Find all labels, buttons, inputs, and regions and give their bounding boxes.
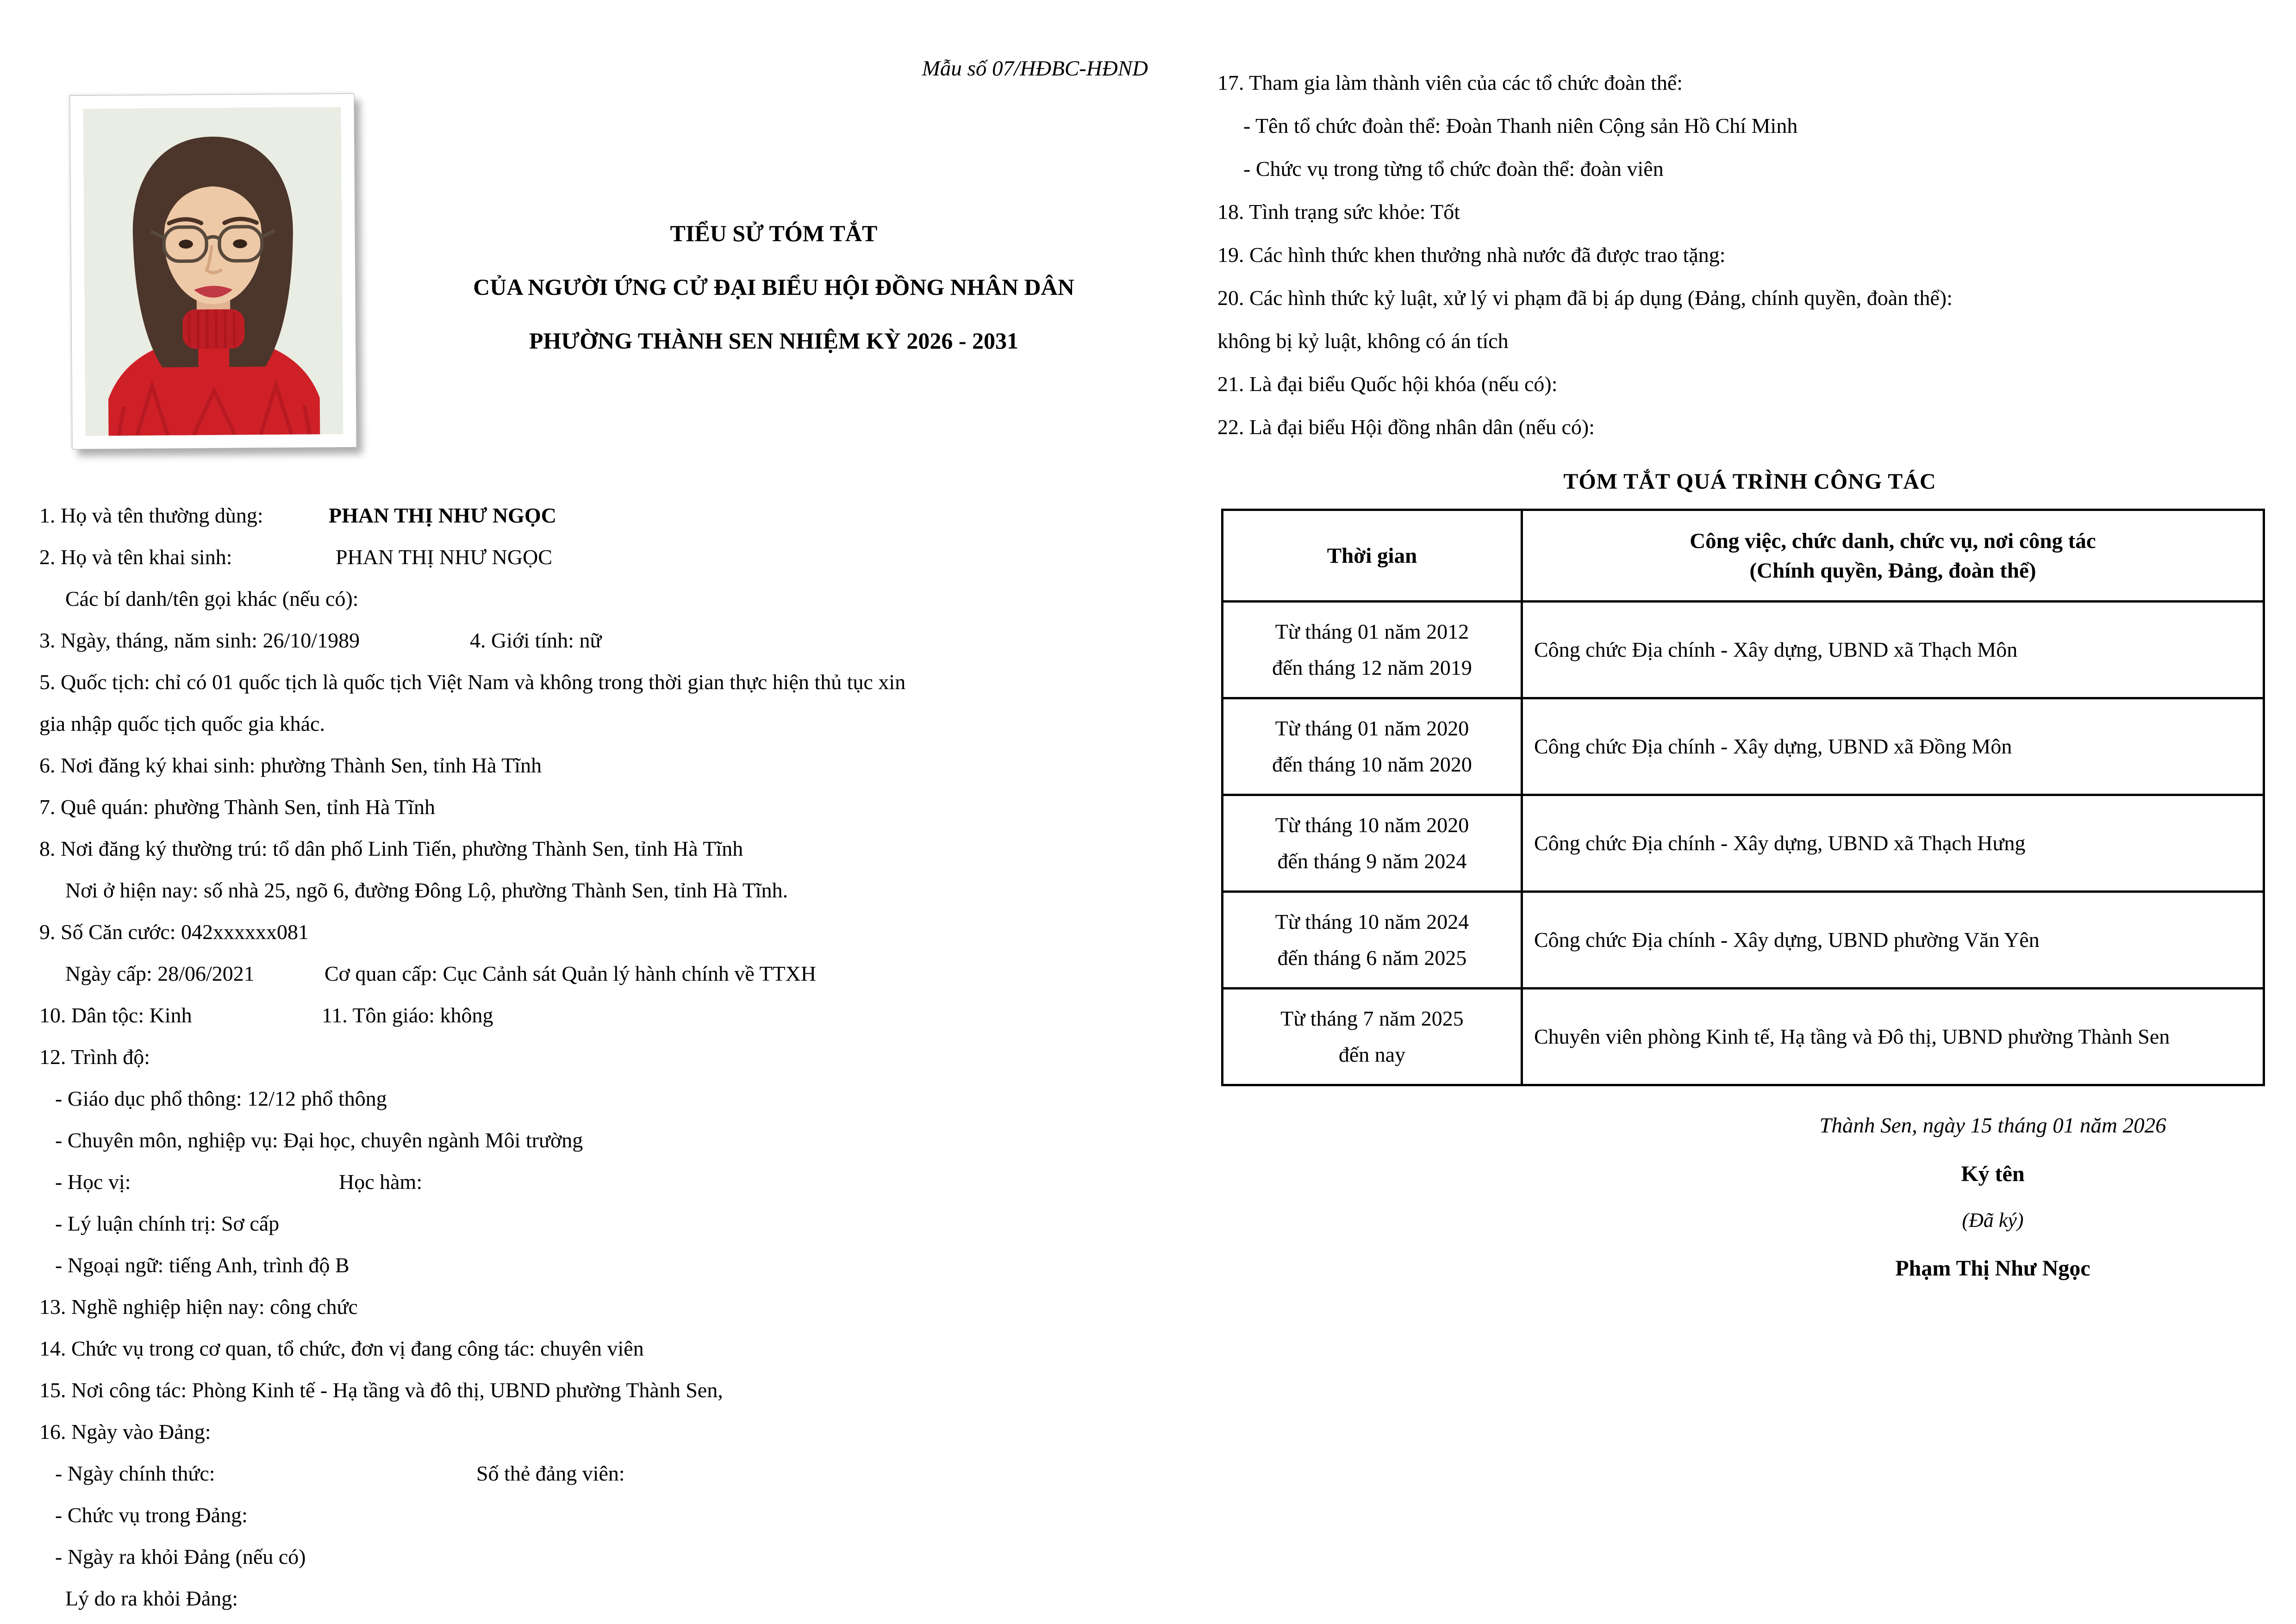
title-line-2: CỦA NGƯỜI ỨNG CỬ ĐẠI BIỂU HỘI ĐỒNG NHÂN DÂN (473, 274, 1074, 300)
period-cell (1223, 602, 1522, 698)
text-segment: Cơ quan cấp: Cục Cảnh sát Quản lý hành chính về TTXH (324, 962, 817, 985)
title-line-3: PHƯỜNG THÀNH SEN NHIỆM KỲ 2026 - 2031 (529, 328, 1018, 354)
work-history-row-4 (1223, 892, 2264, 989)
item-right-line-7 (1217, 319, 2282, 362)
col-header-position-line1: Công việc, chức danh, chức vụ, nơi công tác (1690, 529, 2096, 553)
item-left-line-6 (39, 703, 1206, 745)
position-cell: Công chức Địa chính - Xây dựng, UBND phường Văn Yên (1522, 892, 2264, 989)
title-line-1: TIỂU SỬ TÓM TẮT (670, 220, 878, 246)
work-history-header-row (1223, 510, 2264, 602)
item-left-line-12 (39, 953, 1206, 995)
item-right-line-2 (1217, 104, 2282, 147)
signature-signed-note: (Đã ký) (1962, 1209, 2024, 1232)
text-segment: 5. Quốc tịch: chỉ có 01 quốc tịch là quốc tịch Việt Nam và không trong thời gian thực hiện thủ tục xin (39, 670, 906, 694)
work-history-title: TÓM TẮT QUÁ TRÌNH CÔNG TÁC (1563, 469, 1936, 494)
text-segment: 16. Ngày vào Đảng: (39, 1420, 211, 1444)
text-segment: - Giáo dục phổ thông: 12/12 phổ thông (55, 1087, 387, 1110)
period-to: đến tháng 12 năm 2019 (1272, 656, 1472, 679)
item-left-line-27 (39, 1578, 1206, 1619)
text-segment: - Ngày chính thức: (55, 1462, 215, 1485)
portrait-photo (69, 93, 356, 449)
period-to: đến tháng 9 năm 2024 (1277, 849, 1467, 873)
text-segment: 15. Nơi công tác: Phòng Kinh tế - Hạ tầng và đô thị, UBND phường Thành Sen, (39, 1378, 723, 1402)
signature-block (1727, 1110, 2259, 1282)
text-segment: PHAN THỊ NHƯ NGỌC (329, 504, 556, 527)
text-segment: - Học vị: (55, 1170, 131, 1194)
item-left-line-3 (39, 578, 1206, 620)
item-left-line-17 (39, 1161, 1206, 1203)
item-right-line-8 (1217, 362, 2282, 405)
text-segment: Lý do ra khỏi Đảng: (65, 1587, 238, 1610)
text-segment: - Lý luận chính trị: Sơ cấp (55, 1212, 280, 1235)
col-header-position-line2: (Chính quyền, Đảng, đoàn thể) (1749, 558, 2036, 583)
work-history-row-3 (1223, 795, 2264, 892)
text-segment: 17. Tham gia làm thành viên của các tổ chức đoàn thể: (1217, 71, 1683, 94)
period-from: Từ tháng 10 năm 2020 (1275, 813, 1469, 837)
item-right-line-3 (1217, 147, 2282, 190)
period-cell (1223, 698, 1522, 795)
text-segment: không bị kỷ luật, không có án tích (1217, 329, 1509, 353)
text-segment: 7. Quê quán: phường Thành Sen, tỉnh Hà Tĩnh (39, 795, 436, 819)
col-header-position (1522, 510, 2264, 602)
text-segment: 14. Chức vụ trong cơ quan, tổ chức, đơn vị đang công tác: chuyên viên (39, 1337, 644, 1360)
item-right-line-1 (1217, 61, 2282, 104)
text-segment: 4. Giới tính: nữ (470, 628, 602, 652)
period-to: đến nay (1338, 1043, 1406, 1066)
item-left-line-11 (39, 911, 1206, 953)
text-segment: - Tên tổ chức đoàn thể: Đoàn Thanh niên Cộng sản Hồ Chí Minh (1243, 114, 1798, 137)
item-right-line-5 (1217, 233, 2282, 276)
text-segment: Học hàm: (339, 1170, 423, 1194)
text-segment: 18. Tình trạng sức khỏe: Tốt (1217, 200, 1460, 224)
item-right-line-9 (1217, 405, 2282, 448)
period-cell (1223, 892, 1522, 989)
period-cell (1223, 795, 1522, 892)
position-cell: Công chức Địa chính - Xây dựng, UBND xã Thạch Môn (1522, 602, 2264, 698)
item-left-line-7 (39, 745, 1206, 786)
left-page-column (39, 0, 1206, 1619)
item-left-line-19 (39, 1244, 1206, 1286)
text-segment: 1. Họ và tên thường dùng: (39, 504, 263, 527)
text-segment: Số thẻ đảng viên: (476, 1462, 625, 1485)
period-cell (1223, 989, 1522, 1085)
form-number: Mẫu số 07/HĐBC-HĐND (922, 56, 1148, 81)
position-cell: Công chức Địa chính - Xây dựng, UBND xã Đồng Môn (1522, 698, 2264, 795)
portrait-photo-illustration (83, 107, 343, 436)
text-segment: - Chức vụ trong từng tổ chức đoàn thể: đoàn viên (1243, 157, 1664, 180)
work-history-row-5 (1223, 989, 2264, 1085)
work-history-table (1221, 509, 2265, 1086)
item-left-line-2 (39, 536, 1206, 578)
right-page-column (1217, 61, 2282, 1282)
biography-items-1-16 (39, 495, 1206, 1619)
text-segment: - Chức vụ trong Đảng: (55, 1503, 248, 1527)
item-left-line-13 (39, 995, 1206, 1036)
work-history-row-2 (1223, 698, 2264, 795)
text-segment: 13. Nghề nghiệp hiện nay: công chức (39, 1295, 358, 1319)
document-header (39, 82, 1206, 448)
item-left-line-15 (39, 1078, 1206, 1120)
signer-name: Phạm Thị Như Ngọc (1895, 1256, 2090, 1281)
period-from: Từ tháng 01 năm 2020 (1275, 716, 1469, 740)
item-left-line-8 (39, 786, 1206, 828)
text-segment: 21. Là đại biểu Quốc hội khóa (nếu có): (1217, 372, 1558, 396)
text-segment: Nơi ở hiện nay: số nhà 25, ngõ 6, đường Đông Lộ, phường Thành Sen, tỉnh Hà Tĩnh. (65, 878, 788, 902)
text-segment: - Chuyên môn, nghiệp vụ: Đại học, chuyên ngành Môi trường (55, 1128, 583, 1152)
item-right-line-6 (1217, 276, 2282, 319)
text-segment: Ngày cấp: 28/06/2021 (65, 962, 255, 985)
signature-label: Ký tên (1961, 1162, 2025, 1186)
period-to: đến tháng 10 năm 2020 (1272, 753, 1472, 776)
document-title (356, 206, 1206, 448)
item-left-line-23 (39, 1411, 1206, 1453)
text-segment: 20. Các hình thức kỷ luật, xử lý vi phạm đã bị áp dụng (Đảng, chính quyền, đoàn thể): (1217, 286, 1953, 310)
item-left-line-1 (39, 495, 1206, 536)
text-segment: 10. Dân tộc: Kinh (39, 1003, 192, 1027)
item-left-line-25 (39, 1494, 1206, 1536)
item-left-line-26 (39, 1536, 1206, 1578)
item-left-line-20 (39, 1286, 1206, 1328)
text-segment: PHAN THỊ NHƯ NGỌC (336, 545, 553, 569)
item-right-line-4 (1217, 190, 2282, 233)
text-segment: - Ngày ra khỏi Đảng (nếu có) (55, 1545, 306, 1568)
period-to: đến tháng 6 năm 2025 (1277, 946, 1467, 970)
period-from: Từ tháng 01 năm 2012 (1275, 620, 1469, 643)
item-left-line-5 (39, 661, 1206, 703)
period-from: Từ tháng 10 năm 2024 (1275, 910, 1469, 933)
item-left-line-14 (39, 1036, 1206, 1078)
text-segment: 22. Là đại biểu Hội đồng nhân dân (nếu có): (1217, 415, 1595, 439)
item-left-line-21 (39, 1328, 1206, 1369)
item-left-line-24 (39, 1453, 1206, 1494)
item-left-line-22 (39, 1369, 1206, 1411)
item-left-line-16 (39, 1120, 1206, 1161)
position-cell: Chuyên viên phòng Kinh tế, Hạ tầng và Đô thị, UBND phường Thành Sen (1522, 989, 2264, 1085)
text-segment: 3. Ngày, tháng, năm sinh: 26/10/1989 (39, 628, 360, 652)
period-from: Từ tháng 7 năm 2025 (1280, 1007, 1464, 1030)
item-left-line-18 (39, 1203, 1206, 1244)
text-segment: Các bí danh/tên gọi khác (nếu có): (65, 587, 359, 610)
text-segment: 6. Nơi đăng ký khai sinh: phường Thành Sen, tỉnh Hà Tĩnh (39, 753, 542, 777)
biography-items-17-22 (1217, 61, 2282, 448)
text-segment: 12. Trình độ: (39, 1045, 150, 1069)
signature-place-date: Thành Sen, ngày 15 tháng 01 năm 2026 (1819, 1114, 2166, 1138)
work-history-row-1 (1223, 602, 2264, 698)
position-cell: Công chức Địa chính - Xây dựng, UBND xã Thạch Hưng (1522, 795, 2264, 892)
item-left-line-9 (39, 828, 1206, 870)
text-segment: 11. Tôn giáo: không (322, 1003, 493, 1027)
item-left-line-4 (39, 620, 1206, 661)
text-segment: 8. Nơi đăng ký thường trú: tổ dân phố Linh Tiến, phường Thành Sen, tỉnh Hà Tĩnh (39, 837, 743, 860)
text-segment: - Ngoại ngữ: tiếng Anh, trình độ B (55, 1253, 349, 1277)
text-segment: 9. Số Căn cước: 042xxxxxx081 (39, 920, 309, 944)
text-segment: 2. Họ và tên khai sinh: (39, 545, 232, 569)
item-left-line-10 (39, 870, 1206, 911)
text-segment: 19. Các hình thức khen thưởng nhà nước đã được trao tặng: (1217, 243, 1726, 267)
text-segment: gia nhập quốc tịch quốc gia khác. (39, 712, 325, 735)
col-header-time: Thời gian (1223, 510, 1522, 602)
